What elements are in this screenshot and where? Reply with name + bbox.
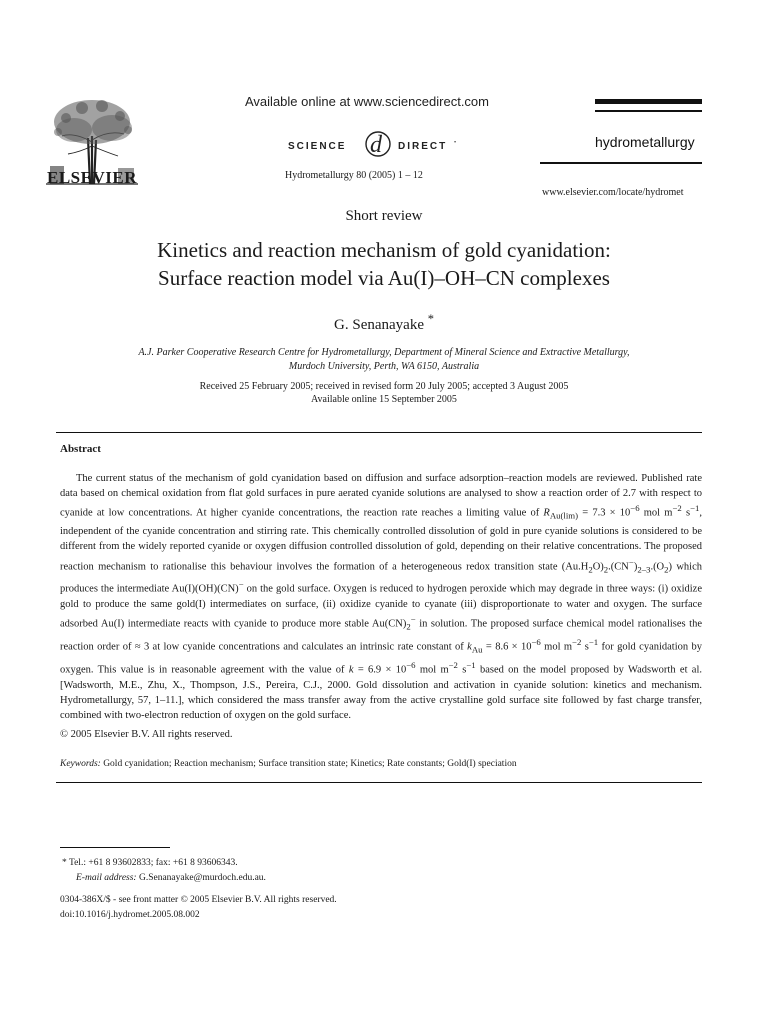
header-rule [595, 99, 702, 104]
sciencedirect-left-text: SCIENCE [288, 141, 347, 152]
available-online-text: Available online at www.sciencedirect.com [245, 94, 489, 109]
author [0, 312, 768, 334]
keywords-list: Gold cyanidation; Reaction mechanism; Surface transition state; Kinetics; Rate constants; Gold(I) speciation [103, 759, 517, 769]
affiliation [0, 346, 768, 374]
article-title-line-2: Surface reaction model via Au(I)–OH–CN complexes [158, 266, 610, 290]
author-footnote-mark[interactable]: * [427, 312, 434, 326]
svg-text:d: d [370, 132, 382, 158]
author-name: G. Senanayake [334, 317, 424, 333]
email-link[interactable]: G.Senanayake@murdoch.edu.au. [138, 873, 266, 883]
affiliation-line-2: Murdoch University, Perth, WA 6150, Australia [288, 361, 480, 372]
doi-link[interactable]: doi:10.1016/j.hydromet.2005.08.002 [60, 910, 200, 920]
keywords-label: Keywords: [60, 759, 101, 769]
footnote-email [76, 873, 266, 883]
abstract-top-rule [56, 432, 702, 433]
publisher-name: ELSEVIER [47, 168, 137, 187]
article-title [0, 236, 768, 292]
abstract-paragraph: The current status of the mechanism of gold cyanidation based on diffusion and surface adsorption–reaction models are reviewed. Published rate data based on chemical oxidation from flat gold surfaces in pure aerated cyanide solutions are analysed to show a reaction order of 2.7 with respect to cyanide at low concentrations. At higher cyanide concentrations, the reaction rate reaches a limiting value of $R_{Au(lim)} = 7.3 \times 10^{-6}$ mol $m^{-2}$ $s^{-1}$, independent of the cyanide concentration and stirring rate. This chemically controlled dissolution of gold in pure cyanide solutions is considered to be different from the widely reported cyanide or oxygen diffusion controlled dissolution of gold, depending on their relative concentrations. The proposed reaction mechanism to rationalise this behaviour involves the formation of a heterogeneous redox transition state $(Au.H_2O)_2.(CN^-)_{2-3}.(O_2)$ which produces the intermediate Au(I)(OH)(CN)− on the gold surface. Oxygen is reduced to hydrogen peroxide which may degrade in three ways: (i) oxidize gold to produce the same gold(I) intermediates on surface, (ii) oxidize cyanide to cyanate (iii) disproportionate to water and oxygen. The surface adsorbed Au(I) intermediate reacts with cyanide to produce more stable $Au(CN)_2^-$ in solution. The proposed surface chemical model rationalises the reaction order of ≈ 3 at low cyanide concentrations and calculates an intrinsic rate constant of $k_{Au} = 8.6 \times 10^{-6}$ mol $m^{-2}$ $s^{-1}$ for gold cyanidation by oxygen. This value is in reasonable agreement with the value of $k = 6.9 \times 10^{-6}$ mol $m^{-2}$ $s^{-1}$ based on the model proposed by Wadsworth et al. [Wadsworth, M.E., Zhu, X., Thompson, J.S., Pereira, C.J., 2000. Gold dissolution and activation in cyanide solution: kinetics and mechanism. Hydrometallurgy, 57, 1–11.], which considered the mass transfer away from the active crystalline gold surface site followed by fast charge transfer, combined with two-electron reduction of oxygen on the gold surface. [60, 473, 703, 722]
footnote-contact: * Tel.: +61 8 93602833; fax: +61 8 93606343. [62, 858, 238, 868]
header-rule [595, 110, 702, 112]
journal-citation: Hydrometallurgy 80 (2005) 1 – 12 [285, 170, 423, 181]
article-dates [0, 380, 768, 406]
footnote-rule [60, 847, 170, 848]
header-rule [540, 162, 702, 164]
received-dates: Received 25 February 2005; received in revised form 20 July 2005; accepted 3 August 2005 [199, 381, 569, 392]
abstract-body [60, 471, 702, 723]
affiliation-line-1: A.J. Parker Cooperative Research Centre for Hydrometallurgy, Department of Mineral Science and Extractive Metallurgy, [138, 347, 630, 358]
keywords [60, 759, 517, 769]
journal-url-link[interactable]: www.elsevier.com/locate/hydromet [542, 187, 684, 198]
svg-text:•: • [454, 140, 457, 146]
abstract-bottom-rule [56, 782, 702, 783]
available-online-date: Available online 15 September 2005 [311, 394, 457, 405]
journal-name: hydrometallurgy [595, 134, 695, 150]
copyright-notice: © 2005 Elsevier B.V. All rights reserved. [60, 729, 233, 740]
article-title-line-1: Kinetics and reaction mechanism of gold cyanidation: [157, 238, 611, 262]
abstract-heading: Abstract [60, 443, 101, 455]
sciencedirect-d-icon [286, 124, 486, 164]
email-label: E-mail address: [76, 873, 137, 883]
issn-line: 0304-386X/$ - see front matter © 2005 Elsevier B.V. All rights reserved. [60, 895, 337, 905]
sciencedirect-right-text: DIRECT [398, 141, 448, 152]
article-type: Short review [345, 208, 423, 224]
sciencedirect-logo [286, 124, 486, 164]
